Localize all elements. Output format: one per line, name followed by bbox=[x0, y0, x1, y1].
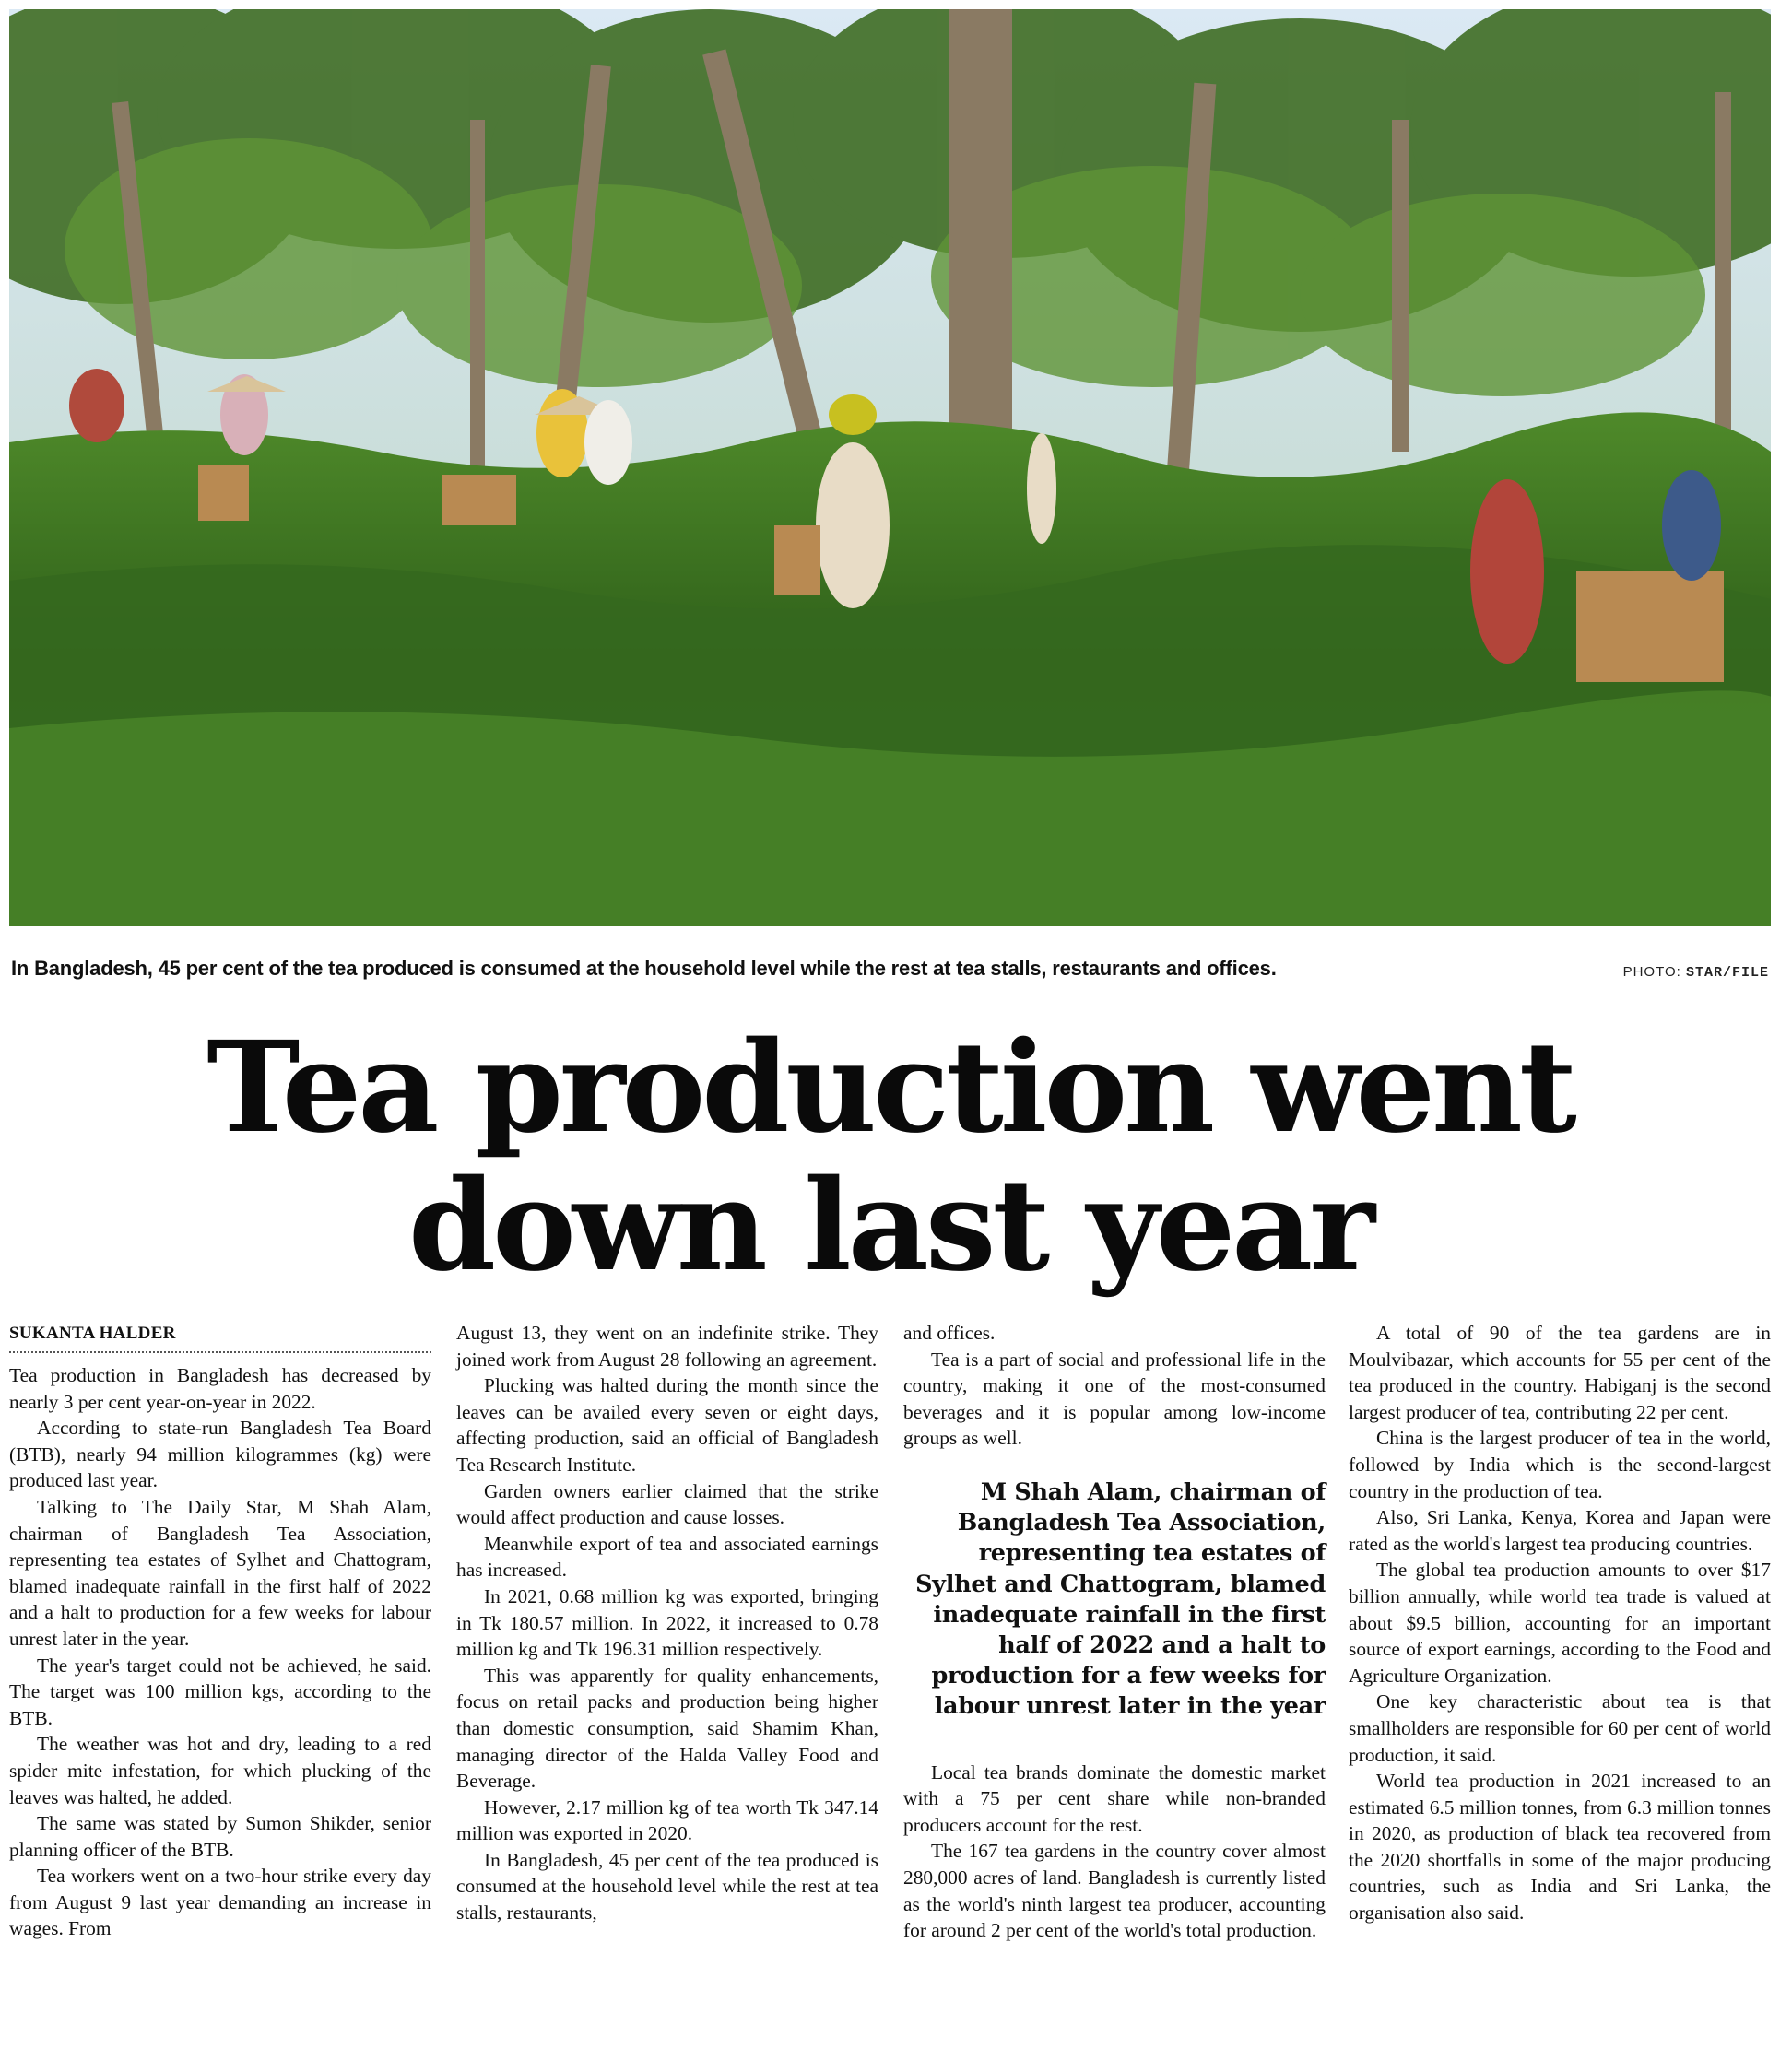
paragraph: Local tea brands dominate the domestic market with a 75 per cent share while non-branded producers account for the rest. bbox=[903, 1760, 1326, 1836]
paragraph: Meanwhile export of tea and associated earnings has increased. bbox=[456, 1532, 878, 1582]
paragraph: Also, Sri Lanka, Kenya, Korea and Japan were rated as the world's largest tea producing countries. bbox=[1349, 1506, 1771, 1555]
paragraph: Tea workers went on a two-hour strike every day from August 9 last year demanding an increase in wages. From bbox=[9, 1865, 431, 1940]
photo-credit-source: STAR/FILE bbox=[1685, 965, 1769, 981]
article-column-3 bbox=[903, 1320, 1326, 1944]
headline-line-2: down last year bbox=[408, 1152, 1372, 1300]
paragraph: Tea is a part of social and professional life in the country, making it one of the most-consumed beverages and it is popular among low-income groups as well. bbox=[903, 1348, 1326, 1450]
tea-garden-photo bbox=[9, 9, 1771, 926]
paragraph: Tea production in Bangladesh has decreased by nearly 3 per cent year-on-year in 2022. bbox=[9, 1364, 431, 1413]
photo-caption-row bbox=[11, 957, 1769, 984]
paragraph: World tea production in 2021 increased to an estimated 6.5 million tonnes, from 6.3 million tonnes in 2020, as production of black tea recovered from the 2020 shortfalls in some of the major producing countries, such as India and Sri Lanka, the organisation also said. bbox=[1349, 1770, 1771, 1925]
paragraph: Plucking was halted during the month since the leaves can be availed every seven or eight days, affecting production, said an official of Bangladesh Tea Research Institute. bbox=[456, 1374, 878, 1476]
paragraph: In Bangladesh, 45 per cent of the tea produced is consumed at the household level while the rest at tea stalls, restaurants, bbox=[456, 1848, 878, 1925]
paragraph: A total of 90 of the tea gardens are in Moulvibazar, which accounts for 55 per cent of the tea produced in the country. Habiganj is the second largest producer of tea, contributing 22 per cent. bbox=[1349, 1322, 1771, 1423]
photo-credit-label: PHOTO: bbox=[1622, 964, 1681, 980]
pull-quote: M Shah Alam, chairman of Bangladesh Tea Association, representing tea estates of Sylhet and Chattogram, blamed inadequate rainfall in the first half of 2022 and a halt to production for a few weeks for labour unrest later in the year bbox=[915, 1477, 1326, 1721]
paragraph: and offices. bbox=[903, 1322, 996, 1344]
photo-illustration bbox=[9, 9, 1771, 926]
paragraph: The same was stated by Sumon Shikder, senior planning officer of the BTB. bbox=[9, 1812, 431, 1861]
article-column-4 bbox=[1349, 1320, 1771, 1926]
byline: SUKANTA HALDER bbox=[9, 1320, 431, 1353]
photo-credit bbox=[1623, 964, 1769, 981]
paragraph: The 167 tea gardens in the country cover almost 280,000 acres of land. Bangladesh is currently listed as the world's ninth largest tea producer, accounting for around 2 per cent of the world's total production. bbox=[903, 1840, 1326, 1942]
paragraph: One key characteristic about tea is that smallholders are responsible for 60 per cent of world production, it said. bbox=[1349, 1690, 1771, 1766]
photo-caption: In Bangladesh, 45 per cent of the tea produced is consumed at the household level while the rest at tea stalls, restaurants and offices. bbox=[11, 957, 1277, 980]
paragraph: The year's target could not be achieved, he said. The target was 100 million kgs, according to the BTB. bbox=[9, 1654, 431, 1729]
paragraph: Garden owners earlier claimed that the strike would affect production and cause losses. bbox=[456, 1479, 878, 1529]
headline-line-1: Tea production went bbox=[206, 1014, 1574, 1161]
article-column-2 bbox=[456, 1320, 878, 1926]
paragraph: The weather was hot and dry, leading to a red spider mite infestation, for which plucking of the leaves was halted, he added. bbox=[9, 1733, 431, 1808]
paragraph: China is the largest producer of tea in the world, followed by India which is the second-largest country in the production of tea. bbox=[1349, 1427, 1771, 1502]
paragraph: August 13, they went on an indefinite strike. They joined work from August 28 following an agreement. bbox=[456, 1322, 878, 1371]
headline bbox=[0, 1014, 1780, 1300]
paragraph: This was apparently for quality enhancements, focus on retail packs and production being higher than domestic consumption, said Shamim Khan, managing director of the Halda Valley Food and Beverage. bbox=[456, 1664, 878, 1793]
paragraph: In 2021, 0.68 million kg was exported, bringing in Tk 180.57 million. In 2022, it increased to 0.78 million kg and Tk 196.31 million respectively. bbox=[456, 1584, 878, 1661]
article-column-1 bbox=[9, 1320, 431, 1942]
paragraph: However, 2.17 million kg of tea worth Tk 347.14 million was exported in 2020. bbox=[456, 1795, 878, 1845]
paragraph: According to state-run Bangladesh Tea Board (BTB), nearly 94 million kilogrammes (kg) were produced last year. bbox=[9, 1417, 431, 1492]
paragraph: The global tea production amounts to over $17 billion annually, while world tea trade is valued at about $9.5 billion, accounting for an important source of export earnings, according to the Food and Agriculture Organization. bbox=[1349, 1559, 1771, 1687]
paragraph: Talking to The Daily Star, M Shah Alam, chairman of Bangladesh Tea Association, representing tea estates of Sylhet and Chattogram, blamed inadequate rainfall in the first half of 2022 and a halt to production for a few weeks for labour unrest later in the year. bbox=[9, 1495, 431, 1650]
